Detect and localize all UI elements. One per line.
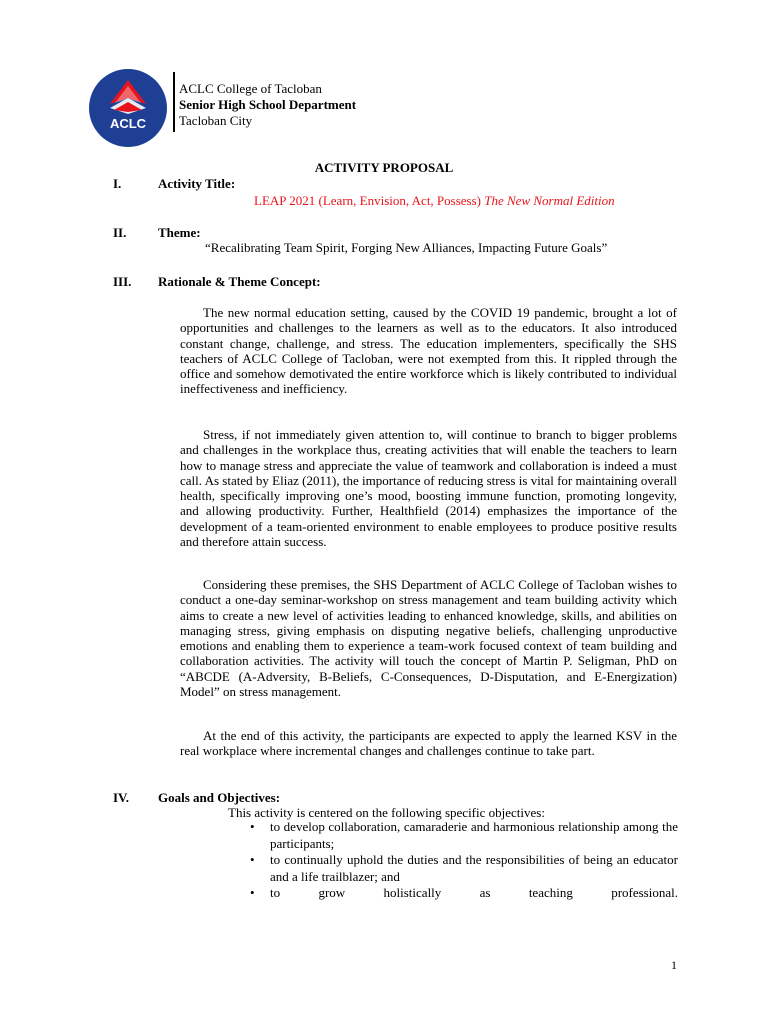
rationale-paragraph-3: Considering these premises, the SHS Department of ACLC College of Tacloban wishes to conduct a one-day seminar-workshop on stress management and team building activity which aims to create a new level of activities leading to enhanced knowledge, skills, and abilities on managing stress, giving emphasis on disputing negative beliefs, challenging unproductive emotions and enabling them to experience a team-work focused context of team building and collaboration activities. The activity will touch the concept of Martin P. Seligman, PhD on “ABCDE (A-Adversity, B-Beliefs, C-Consequences, D-Disputation, and E-Energization) Model” on stress management. [180,577,677,700]
rationale-paragraph-4: At the end of this activity, the participants are expected to apply the learned KSV in the real workplace where incremental changes and challenges continue to take part. [180,728,677,759]
bullet-icon: • [250,885,255,900]
city-name: Tacloban City [179,113,253,128]
rationale-paragraph-2: Stress, if not immediately given attention to, will continue to branch to bigger problems and challenges in the workplace thus, creating activities that will enable the teachers to learn how to manage stress and appreciate the value of teamwork and collaboration is indeed a must call. As stated by Eliaz (2011), the importance of reducing stress is vital for maintaining overall health, specifically improving one’s mood, boosting immune function, promoting longevity, and allowing productivity. Further, Healthfield (2014) emphasizes the importance of the development of a team-oriented environment to enable employees to produce positive results and therefore attain success. [180,427,677,550]
theme-text: “Recalibrating Team Spirit, Forging New Alliances, Impacting Future Goals” [205,240,608,255]
section-4-number: IV. [113,790,130,805]
objective-text: to develop collaboration, camaraderie and harmonious relationship among the participants; [270,819,678,851]
logo-text: ACLC [109,116,147,131]
objectives-intro: This activity is centered on the following specific objectives: [228,805,545,820]
bullet-icon: • [250,852,255,867]
rationale-paragraph-1: The new normal education setting, caused by the COVID 19 pandemic, brought a lot of opportunities and challenges to the learners as well as to the educators. It also introduced constant change, challenge, and stress. The education implementers, specifically the SHS teachers of ACLC College of Tacloban, were not exempted from this. It rippled through the office and somehow demotivated the entire workforce which is likely contributed to individual ineffectiveness and inefficiency. [180,305,677,397]
list-item [250,852,678,885]
section-3-title: Rationale & Theme Concept: [158,274,321,289]
activity-title-main: LEAP 2021 (Learn, Envision, Act, Possess) [254,193,481,208]
section-1-number: I. [113,176,122,191]
section-3-number: III. [113,274,132,289]
header-divider [173,72,175,132]
section-2-title: Theme: [158,225,201,240]
document-title: ACTIVITY PROPOSAL [314,160,454,175]
objective-text: to continually uphold the duties and the responsibilities of being an educator and a life trailblazer; and [270,852,678,884]
list-item [250,885,678,902]
section-1-title: Activity Title: [158,176,236,191]
aclc-logo [88,68,168,148]
section-4-title: Goals and Objectives: [158,790,281,805]
page-number: 1 [671,958,677,972]
college-name: ACLC College of Tacloban [179,81,322,96]
activity-title-italic: The New Normal Edition [484,193,615,208]
department-name: Senior High School Department [179,97,357,112]
list-item [250,819,678,852]
objectives-list [250,819,678,902]
activity-title-value [254,193,615,209]
bullet-icon: • [250,819,255,834]
section-2-number: II. [113,225,127,240]
objective-text: to grow holistically as teaching professional. [270,885,678,900]
